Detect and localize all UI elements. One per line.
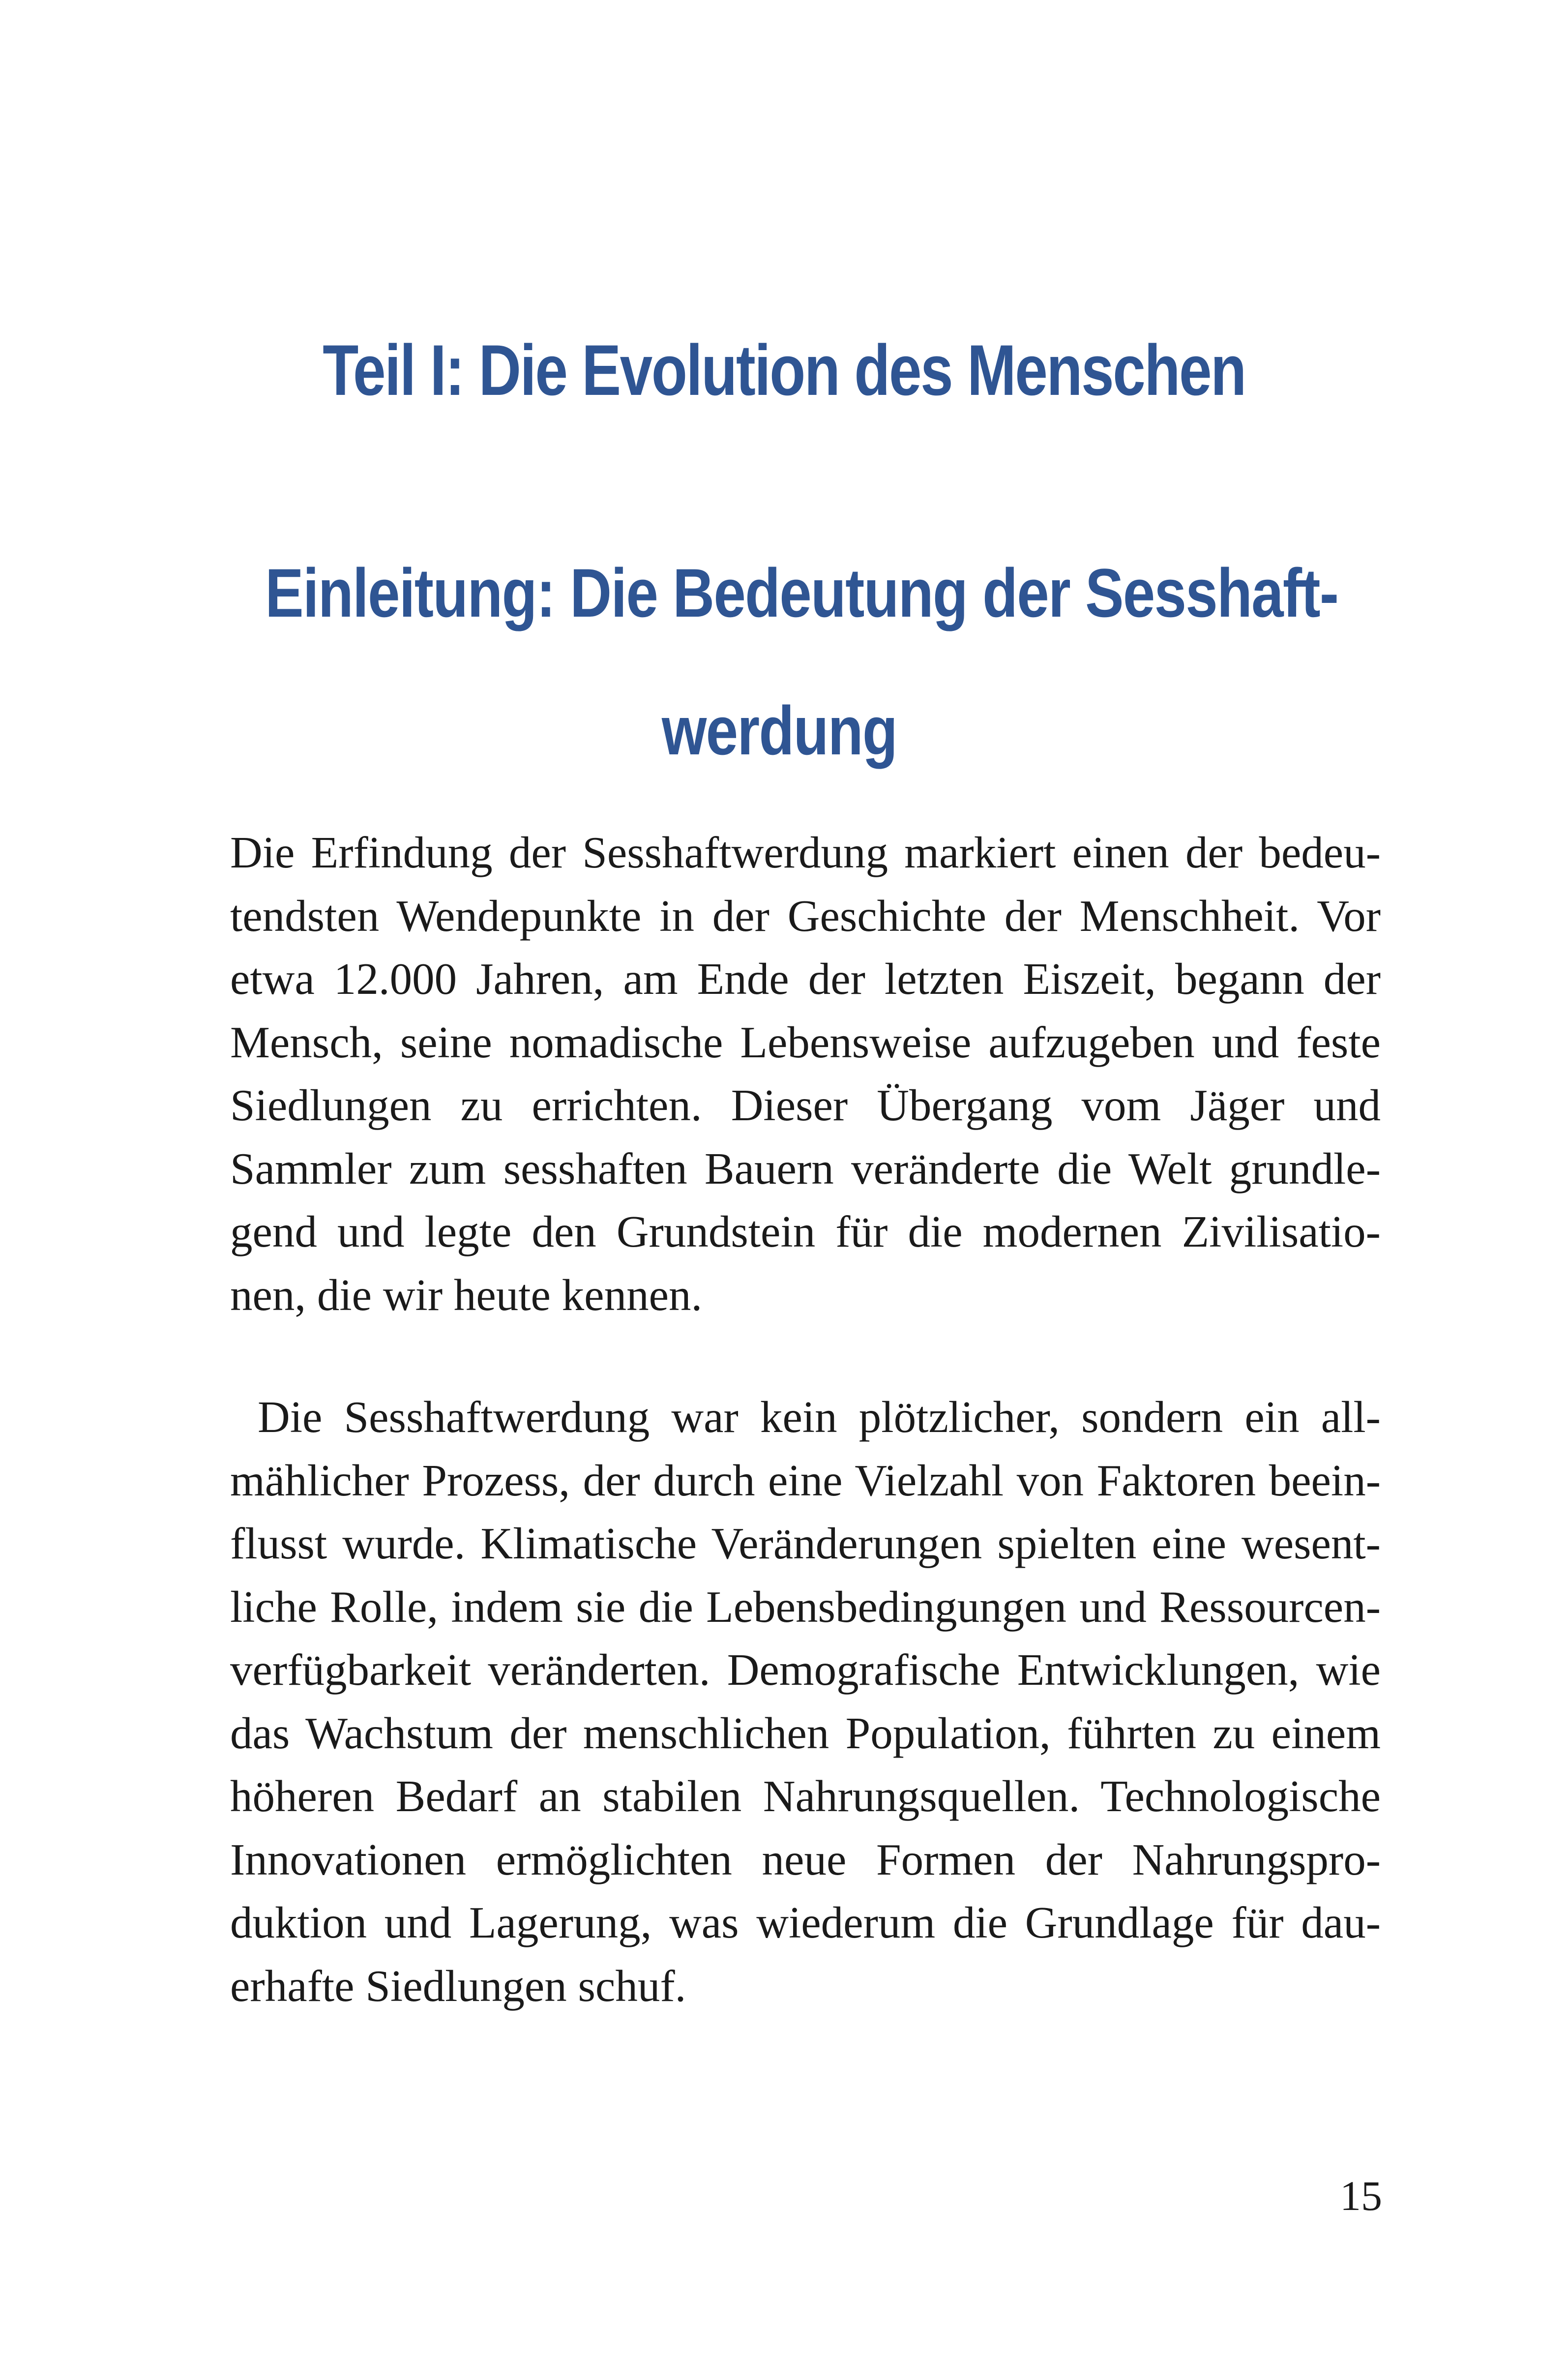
text-line: Die Erfindung der Sesshaftwerdung markiert einen der bedeu- — [230, 828, 1381, 877]
text-line: gend und legte den Grundstein für die modernen Zivilisatio- — [230, 1207, 1381, 1256]
part-title: Teil I: Die Evolution des Menschen — [323, 329, 1245, 410]
text-line: tendsten Wendepunkte in der Geschichte der Menschheit. Vor — [230, 891, 1381, 941]
chapter-title-line: werdung — [661, 692, 897, 770]
body-paragraph — [230, 1386, 1381, 2018]
text-line: mählicher Prozess, der durch eine Vielzahl von Faktoren beein- — [230, 1455, 1381, 1505]
text-line: duktion und Lagerung, was wiederum die Grundlage für dau- — [230, 1898, 1381, 1947]
text-line: Mensch, seine nomadische Lebensweise aufzugeben und feste — [230, 1017, 1381, 1067]
text-line: nen, die wir heute kennen. — [230, 1270, 703, 1320]
text-line: Siedlungen zu errichten. Dieser Übergang vom Jäger und — [230, 1080, 1381, 1130]
text-line: etwa 12.000 Jahren, am Ende der letzten Eiszeit, begann der — [230, 954, 1381, 1004]
text-line: flusst wurde. Klimatische Veränderungen spielten eine wesent- — [230, 1519, 1381, 1568]
page-number: 15 — [1340, 2172, 1382, 2219]
text-line: erhafte Siedlungen schuf. — [230, 1961, 686, 2011]
text-line: das Wachstum der menschlichen Population, führten zu einem — [230, 1708, 1381, 1758]
text-line: Innovationen ermöglichten neue Formen der Nahrungspro- — [230, 1834, 1381, 1884]
body-paragraph — [230, 821, 1381, 1327]
text-line: Sammler zum sesshaften Bauern veränderte die Welt grundle- — [230, 1143, 1381, 1194]
text-line: höheren Bedarf an stabilen Nahrungsquellen. Technologische — [230, 1771, 1381, 1821]
text-line: liche Rolle, indem sie die Lebensbedingungen und Ressourcen- — [230, 1582, 1381, 1632]
text-line: verfügbarkeit veränderten. Demografische Entwicklungen, wie — [230, 1645, 1381, 1695]
chapter-title-line: Einleitung: Die Bedeutung der Sesshaft- — [265, 554, 1338, 632]
text-line: Die Sesshaftwerdung war kein plötzlicher, sondern ein all- — [258, 1392, 1381, 1442]
chapter-title — [167, 524, 1391, 800]
